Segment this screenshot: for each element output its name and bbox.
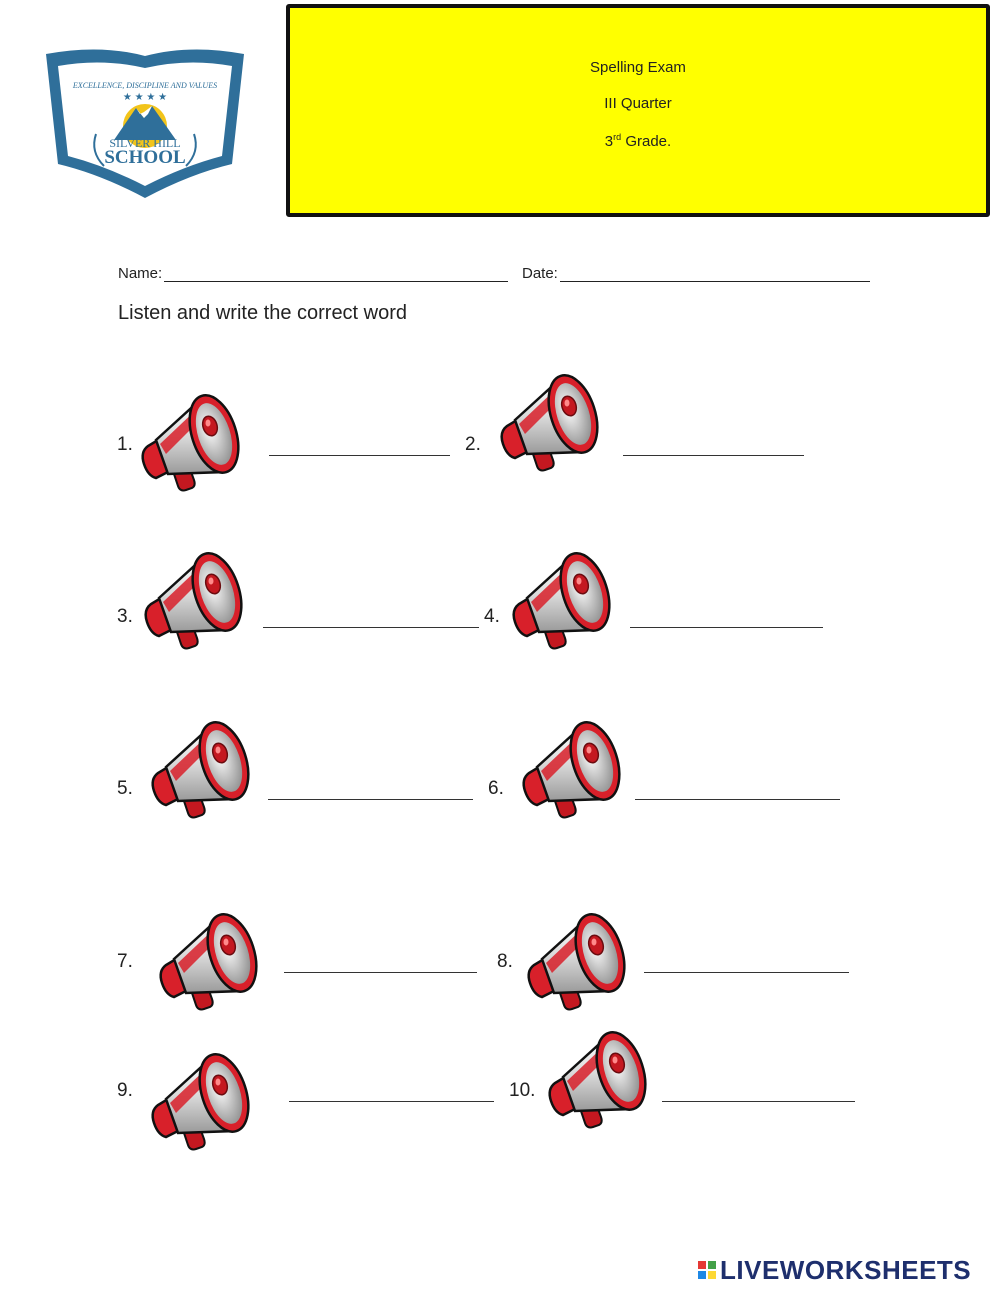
date-label: Date: <box>522 265 558 282</box>
item-number: 1. <box>117 434 133 455</box>
name-label: Name: <box>118 265 163 282</box>
megaphone-icon[interactable] <box>519 713 623 827</box>
megaphone-icon[interactable] <box>138 386 242 500</box>
megaphone-icon[interactable] <box>141 544 245 658</box>
exam-title: Spelling Exam <box>590 59 686 76</box>
megaphone-icon[interactable] <box>497 366 601 480</box>
answer-line[interactable] <box>289 1101 494 1102</box>
item-number: 10. <box>509 1080 536 1101</box>
answer-line[interactable] <box>269 455 450 456</box>
brand-text: LIVEWORKSHEETS <box>720 1254 972 1285</box>
item-number: 2. <box>465 434 481 455</box>
exam-header-box <box>286 4 990 217</box>
stars-icon: ★ ★ ★ ★ <box>122 92 168 103</box>
instruction-text: Listen and write the correct word <box>118 302 408 324</box>
item-number: 9. <box>117 1080 133 1101</box>
name-blank[interactable] <box>164 267 508 282</box>
item-number: 8. <box>497 951 513 972</box>
item-number: 5. <box>117 778 133 799</box>
answer-line[interactable] <box>644 972 849 973</box>
item-number: 4. <box>484 606 500 627</box>
name-field[interactable] <box>118 265 508 282</box>
megaphone-icon[interactable] <box>148 1045 252 1159</box>
megaphone-icon[interactable] <box>545 1023 649 1137</box>
item-number: 3. <box>117 606 133 627</box>
logo-motto: EXCELLENCE, DISCIPLINE AND VALUES <box>72 81 218 90</box>
grade-word: Grade. <box>621 133 672 150</box>
logo-name-line1: SILVER HILL <box>109 136 181 150</box>
megaphone-icon[interactable] <box>148 713 252 827</box>
school-logo <box>40 46 250 204</box>
megaphone-icon[interactable] <box>509 544 613 658</box>
answer-line[interactable] <box>623 455 804 456</box>
answer-line[interactable] <box>263 627 479 628</box>
date-blank[interactable] <box>560 267 870 282</box>
answer-line[interactable] <box>284 972 477 973</box>
answer-line[interactable] <box>662 1101 855 1102</box>
logo-name-line2: SCHOOL <box>104 147 186 168</box>
exam-quarter: III Quarter <box>604 95 672 112</box>
exam-grade <box>290 132 986 150</box>
megaphone-icon[interactable] <box>156 905 260 1019</box>
item-number: 6. <box>488 778 504 799</box>
grade-number: 3 <box>604 133 614 150</box>
date-field[interactable] <box>522 265 870 282</box>
brand-blocks-icon <box>698 1261 716 1279</box>
megaphone-icon[interactable] <box>524 905 628 1019</box>
answer-line[interactable] <box>635 799 840 800</box>
item-number: 7. <box>117 951 133 972</box>
answer-line[interactable] <box>268 799 473 800</box>
liveworksheets-brand[interactable] <box>698 1255 971 1285</box>
grade-suffix: rd <box>613 132 622 142</box>
answer-line[interactable] <box>630 627 823 628</box>
